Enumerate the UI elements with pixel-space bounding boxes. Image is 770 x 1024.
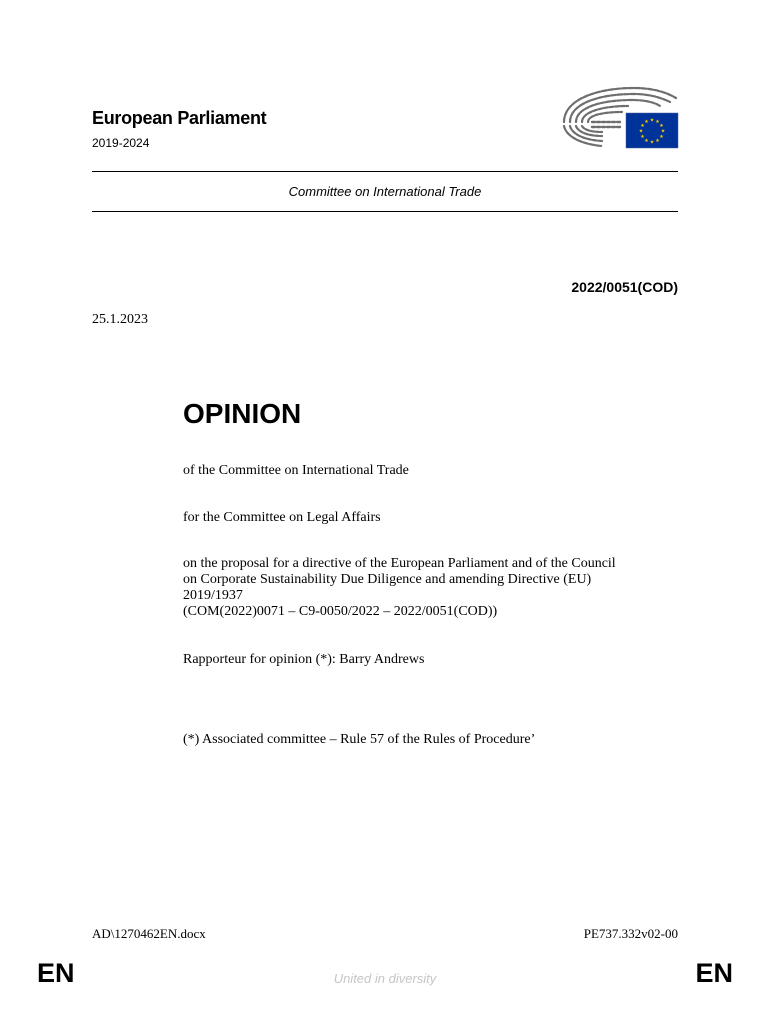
for-committee: for the Committee on Legal Affairs <box>183 510 381 525</box>
eu-motto: United in diversity <box>333 971 437 986</box>
language-code-left: EN <box>37 958 75 988</box>
proposal-line: on the proposal for a directive of the European Parliament and of the Council <box>183 556 616 571</box>
proposal-line: 2019/1937 <box>183 588 243 603</box>
header-bottom-rule <box>92 211 678 212</box>
procedure-number: 2022/0051(COD) <box>571 279 678 295</box>
svg-text:★: ★ <box>649 139 655 146</box>
proposal-description <box>183 556 683 620</box>
european-parliament-logo <box>556 82 680 150</box>
file-reference: AD\1270462EN.docx <box>92 926 206 941</box>
parliamentary-term: 2019-2024 <box>92 136 150 150</box>
document-date: 25.1.2023 <box>92 312 148 327</box>
svg-text:★: ★ <box>660 128 666 135</box>
svg-text:★: ★ <box>649 117 655 124</box>
rapporteur: Rapporteur for opinion (*): Barry Andrews <box>183 652 425 667</box>
pe-reference: PE737.332v02-00 <box>583 926 678 941</box>
header-top-rule <box>92 171 678 172</box>
document-type-title: OPINION <box>183 398 302 429</box>
language-code-right: EN <box>695 958 733 988</box>
organization-name: European Parliament <box>92 108 267 128</box>
from-committee: of the Committee on International Trade <box>183 463 409 478</box>
footnote: (*) Associated committee – Rule 57 of the Rules of Procedure’ <box>183 732 536 747</box>
committee-heading: Committee on International Trade <box>288 184 482 199</box>
svg-text:★: ★ <box>659 123 664 129</box>
svg-text:★: ★ <box>644 138 649 144</box>
svg-text:★: ★ <box>659 134 664 140</box>
svg-text:★: ★ <box>640 123 645 129</box>
svg-text:★: ★ <box>655 119 660 125</box>
svg-text:★: ★ <box>655 138 660 144</box>
proposal-line: on Corporate Sustainability Due Diligence and amending Directive (EU) <box>183 572 592 587</box>
eu-flag-icon <box>626 113 678 148</box>
proposal-reference: (COM(2022)0071 – C9-0050/2022 – 2022/0051(COD)) <box>183 604 498 619</box>
svg-text:★: ★ <box>640 134 645 140</box>
svg-text:★: ★ <box>638 128 644 135</box>
svg-text:★: ★ <box>644 119 649 125</box>
